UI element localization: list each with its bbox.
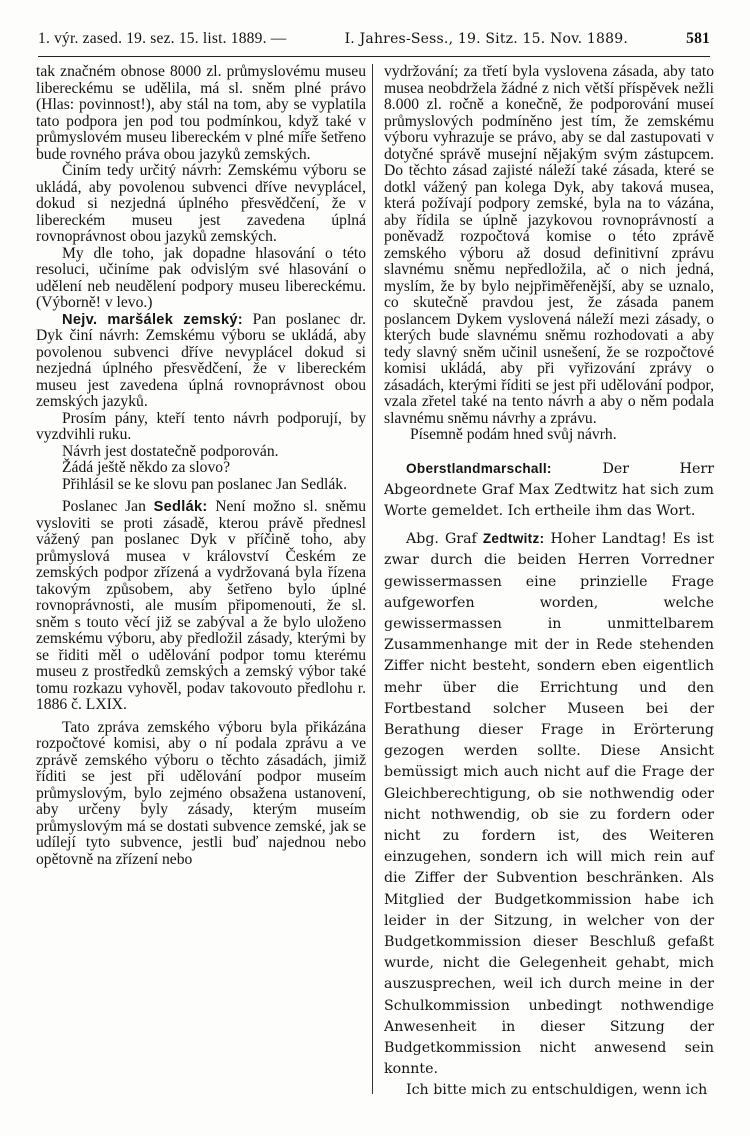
speaker-sedlak-prefix: Poslanec Jan	[62, 498, 154, 515]
right-paragraph-5: Ich bitte mich zu entschuldigen, wenn ich	[406, 1082, 708, 1099]
left-paragraph-6: Návrh jest dostatečně podporován.	[62, 442, 279, 460]
column-divider	[372, 64, 373, 1094]
page-header	[38, 30, 710, 57]
speaker-zedtwitz-prefix: Abg. Graf	[406, 531, 483, 548]
header-left-text: 1. výr. zased. 19. sez. 15. list. 1889. —	[38, 30, 287, 47]
left-paragraph-10: Tato zpráva zemského výboru byla přikázána rozpočtové komisi, aby o ní podala zprávu a ve zprávě zemského výboru o těchto zásadách, jimiž říditi se jest při udělování podpor museím průmyslovým, bylo zejméno obsažena ustanovení, aby určeny byly zásady, kterým museím průmyslovým má se dostati subvence zemské, jak se udílejí tyto subvence, jestli buď najednou nebo opětovně na zřízení nebo	[36, 718, 366, 868]
left-paragraph-9	[36, 499, 366, 714]
left-paragraph-8: Přihlásil se ke slovu pan poslanec Jan Sedlák.	[62, 475, 347, 493]
zedtwitz-statement: Hoher Landtag! Es ist zwar durch die beiden Herren Vorredner gewissermassen eine prinzielle Frage aufgeworfen worden, welche gewissermassen in unmittelbarem Zusammenhange mit der in Rede stehenden Ziffer nicht besteht, sondern eben eigentlich mehr über die Errichtung und den Fortbestand solcher Museen bei der Berathung dieser Frage in Erörterung gezogen werden sollte. Diese Ansicht bemüssigt mich auch nicht auf die Frage der Gleichberechtigung, ob sie nothwendig oder nicht nothwendig, ob sie zu fordern oder nicht zu fordern ist, des Weiteren einzugehen, sondern ich will mich rein auf die Ziffer der Subvention beschränken. Als Mitglied der Budgetkommission habe ich leider in der Sitzung, in welcher von der Budgetkommission dieser Beschluß gefaßt wurde, nicht die Gelegenheit gehabt, mich auszusprechen, weil ich durch meine in der Schulkommission unbedingt nothwendige Anwesenheit in dieser Sitzung der Budgetkommission nicht anwesend sein konnte.	[384, 531, 715, 1078]
speaker-zedtwitz: Zedtwitz:	[482, 531, 545, 547]
speaker-oberstlandmarschall: Oberstlandmarschall:	[406, 460, 552, 476]
left-paragraph-2: Činím tedy určitý návrh: Zemskému výboru se ukládá, aby povolenou subvenci dříve nevyplácel, dokud si nezjedná úplného přesvědčení, že v libereckém museu jest zavedena úplná rovnoprávnost obou jazyků zemských.	[36, 162, 366, 245]
left-paragraph-5: Prosím pány, kteří tento návrh podporují, by vyzdvihli ruku.	[36, 409, 366, 443]
sedlak-statement: Není možno sl. sněmu vysloviti se proti zásadě, kterou právě přednesl vážený pan poslanec Dyk v příčině toho, aby průmyslová musea v království Českém ze zemských podpor zřízená a vydržovaná byla řízena takovým způsobem, aby šetřeno bylo úplné rovnoprávnosti, ale musím připomenouti, že sl. sněm s touto věcí již se zabýval a že bylo uloženo zemskému výboru, aby předložil zásady, kterými by se řiditi měl o udělování podpor tomu kterému museu z prostředků zemských a zemský výbor také tomu rozkazu vyhověl, podav takovouto předlohu r. 1886 č. LXIX.	[36, 498, 367, 713]
right-paragraph-4	[384, 528, 714, 1080]
header-right-text: I. Jahres-Sess., 19. Sitz. 15. Nov. 1889.	[344, 31, 628, 47]
left-column	[36, 64, 366, 868]
left-paragraph-1: tak značném obnose 8000 zl. průmyslovému museu libereckému se udělila, má sl. sněm plné právo (Hlas: povinnost!), aby stál na tom, aby se vyplatila tato podpora jen pod tou podmínkou, když také v průmyslovém museu libereckém v plné míře šetřeno bude rovného práva obou jazyků zemských.	[36, 63, 366, 163]
speaker-sedlak: Sedlák:	[153, 499, 208, 515]
right-paragraph-1: vydržování; za třetí byla vyslovena zásada, aby tato musea neobdržela žádné z nich větší příspěvek nežli 8.000 zl. ročně a konečně, že podporování museí průmyslových podmíněno jest tím, že zemskému výboru vyhrazuje se právo, aby se dal zastupovati v dotyčné správě musejní nějakým svým zástupcem. Do těchto zásad zajisté náleží také zásada, které se dotkl vážený pan kolega Dyk, aby taková musea, která požívají podpory zemské, byla na to vázána, aby řídila se úplně jazykovou rovnoprávností a poněvadž rozpočtová komise o této zprávě zemského výboru až dosud definitivní zprávu slavnému sněmu nepředložila, ač o nich jedná, myslím, že by bylo nejpřiměřenější, aby se uznalo, co skutečně pravdou jest, že zásada panem poslancem Dykem vyslovená náleží mezi zásady, o kterých bude slavnému sněmu rozhodovati a aby tedy slavný sněm učinil usnešení, že se rozpočtové komisi ukládá, aby při vyřizování zprávy o zásadách, kterými říditi se jest při udělování podpor, vzala zřetel také na tento návrh a aby o něm podala slavnému sněmu návrhy a zprávu.	[384, 63, 714, 427]
right-column	[384, 64, 714, 1102]
left-paragraph-3: My dle toho, jak dopadne hlasování o této resoluci, učiníme pak odvislým své hlasování o udělení neb neudělení podpory museu libereckému. (Výborně! v levo.)	[36, 244, 366, 311]
speaker-marshal: Nejv. maršálek zemský:	[62, 311, 243, 328]
left-paragraph-7: Žádá ještě někdo za slovo?	[62, 459, 230, 476]
right-paragraph-3	[384, 458, 714, 523]
oberstlandmarschall-statement: Der Herr Abgeordnete Graf Max Zedtwitz hat sich zum Worte gemeldet. Ich ertheile ihm das Wort.	[384, 460, 714, 519]
page-number: 581	[686, 30, 710, 47]
marshal-statement: Pan poslanec dr. Dyk činí návrh: Zemskému výboru se ukládá, aby povolenou subvenci dříve nevyplácel dokud si nezjedná úplného přesvědčení, že v libereckém museu jest zavedena úplná rovnoprávnost obou zemských jazyků.	[36, 310, 366, 410]
left-paragraph-4	[36, 312, 366, 411]
right-paragraph-2: Písemně podám hned svůj návrh.	[410, 426, 617, 443]
